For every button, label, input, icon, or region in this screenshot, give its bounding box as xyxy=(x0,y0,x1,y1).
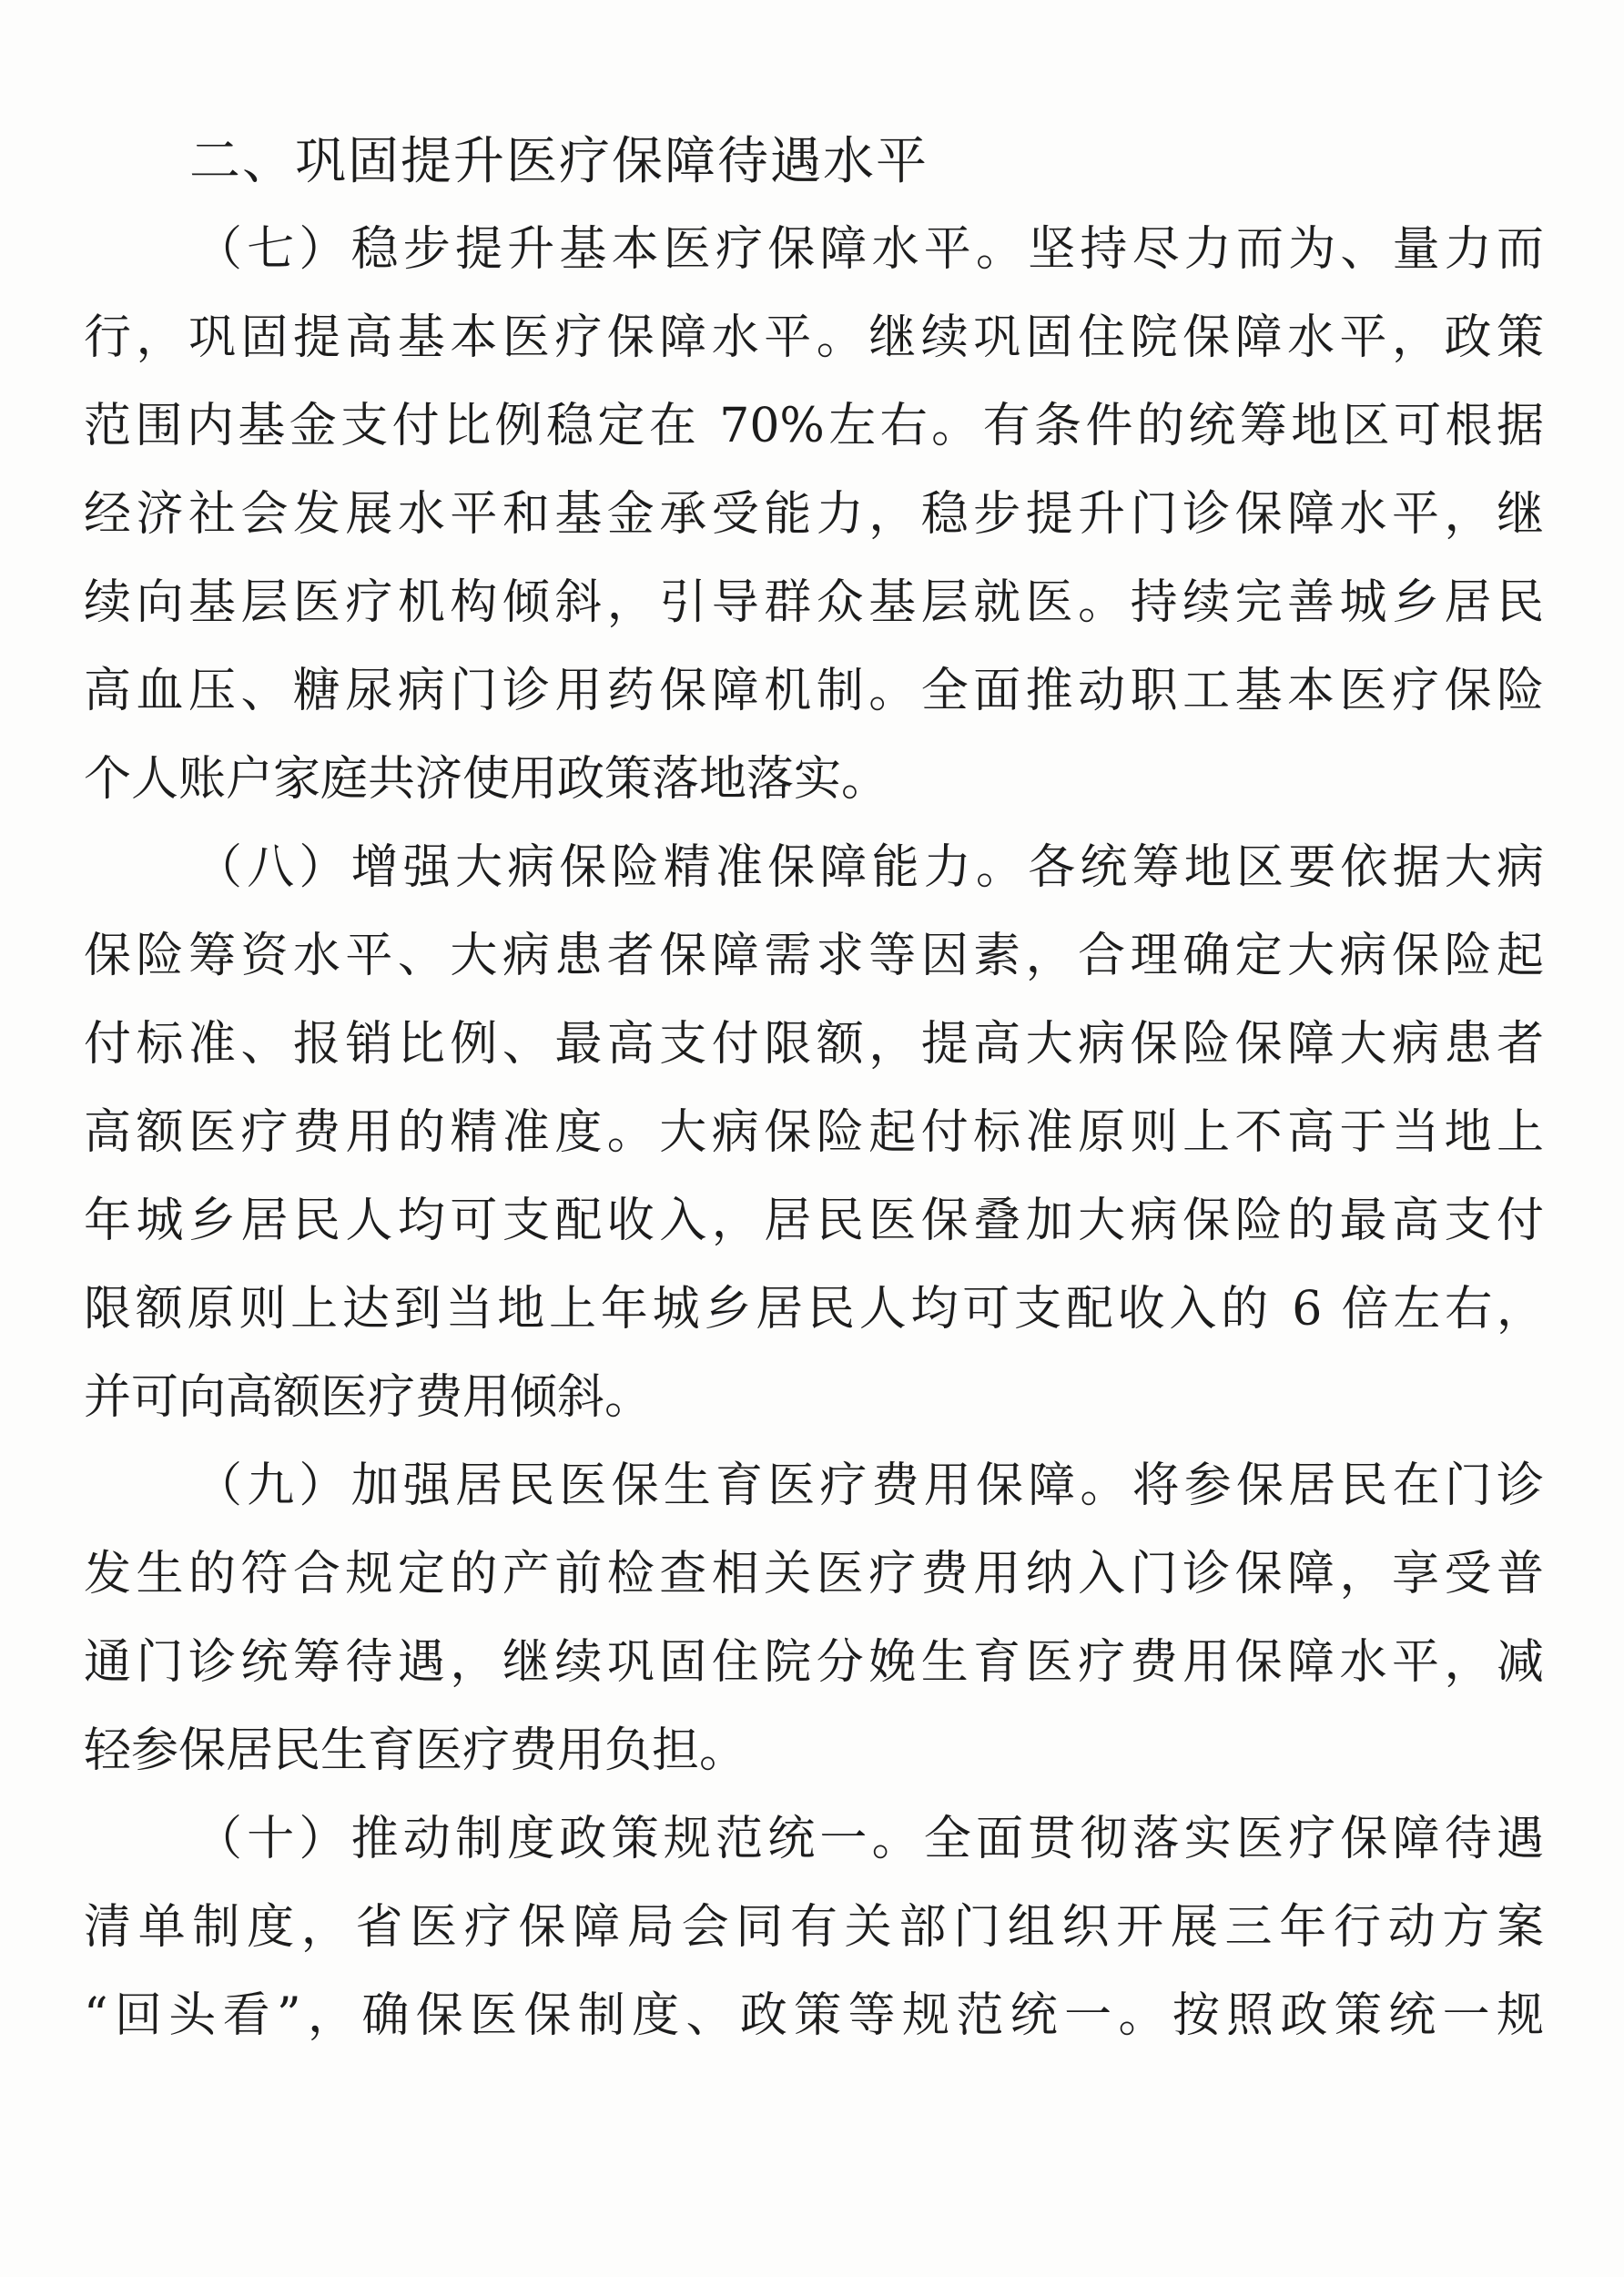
text-line: 经济社会发展水平和基金承受能力，稳步提升门诊保障水平，继 xyxy=(84,487,1544,542)
text-line: 并可向高额医疗费用倾斜。 xyxy=(84,1370,653,1425)
text-line: 续向基层医疗机构倾斜，引导群众基层就医。持续完善城乡居民 xyxy=(84,575,1544,630)
text-line: （十）推动制度政策规范统一。全面贯彻落实医疗保障待遇 xyxy=(195,1812,1544,1866)
paragraph-8 xyxy=(84,824,1544,1442)
paragraph-7 xyxy=(84,206,1544,824)
document-body xyxy=(84,206,1544,2060)
text-line: 范围内基金支付比例稳定在 70%左右。有条件的统筹地区可根据 xyxy=(84,399,1544,453)
text-line: 通门诊统筹待遇，继续巩固住院分娩生育医疗费用保障水平，减 xyxy=(84,1635,1544,1690)
text-line: 保险筹资水平、大病患者保障需求等因素，合理确定大病保险起 xyxy=(84,929,1544,983)
text-line: 轻参保居民生育医疗费用负担。 xyxy=(84,1723,747,1778)
text-line: 发生的符合规定的产前检查相关医疗费用纳入门诊保障，享受普 xyxy=(84,1547,1544,1601)
text-line: 高额医疗费用的精准度。大病保险起付标准原则上不高于当地上 xyxy=(84,1105,1544,1160)
text-line: 个人账户家庭共济使用政策落地落实。 xyxy=(84,752,889,807)
text-line: 高血压、糖尿病门诊用药保障机制。全面推动职工基本医疗保险 xyxy=(84,664,1544,718)
text-line: （八）增强大病保险精准保障能力。各统筹地区要依据大病 xyxy=(195,840,1544,895)
text-line: “回头看”，确保医保制度、政策等规范统一。按照政策统一规 xyxy=(84,1988,1544,2043)
text-line: （九）加强居民医保生育医疗费用保障。将参保居民在门诊 xyxy=(195,1459,1544,1513)
text-line: 年城乡居民人均可支配收入，居民医保叠加大病保险的最高支付 xyxy=(84,1194,1544,1248)
section-heading: 二、巩固提升医疗保障待遇水平 xyxy=(189,132,929,191)
text-line: 付标准、报销比例、最高支付限额，提高大病保险保障大病患者 xyxy=(84,1017,1544,1072)
text-line: 限额原则上达到当地上年城乡居民人均可支配收入的 6 倍左右， xyxy=(84,1282,1544,1337)
text-line: （七）稳步提升基本医疗保障水平。坚持尽力而为、量力而 xyxy=(195,222,1544,277)
paragraph-9 xyxy=(84,1442,1544,1795)
text-line: 行，巩固提高基本医疗保障水平。继续巩固住院保障水平，政策 xyxy=(84,310,1544,365)
text-line: 清单制度，省医疗保障局会同有关部门组织开展三年行动方案 xyxy=(84,1900,1544,1955)
paragraph-10 xyxy=(84,1795,1544,2060)
